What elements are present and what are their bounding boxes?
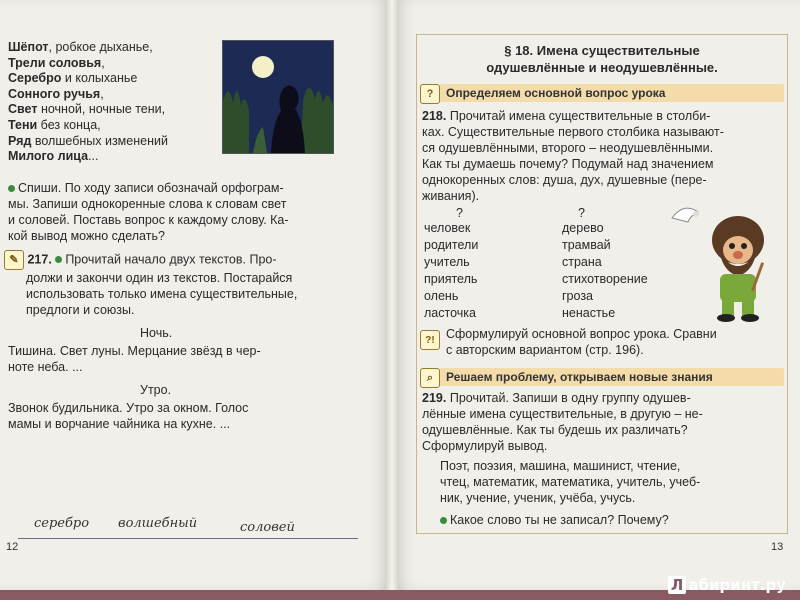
final-question: Какое слово ты не записал? Почему? (440, 512, 669, 528)
list-item: дерево (562, 221, 604, 235)
watermark-logo-letter: Л (668, 576, 686, 594)
list-item: ласточка (424, 306, 476, 320)
animate-column (424, 220, 478, 322)
idea-icon: ?! (420, 330, 440, 350)
book-spine (386, 0, 398, 590)
exercise-218: 218. Прочитай имена существительные в столби- ках. Существительные первого столбика называют- ся одушевлёнными, второго – неодушевлёнными. Как ты думаешь почему? Подумай над значением однокоренных слов: душа, дух, душевные (пере- живания). (422, 109, 724, 203)
poem-line: Ряд волшебных изменений (8, 133, 168, 148)
poem-line: Милого лица... (8, 149, 99, 164)
formulate-question: Сформулируй основной вопрос урока. Сравни с авторским вариантом (стр. 196). (446, 327, 717, 357)
list-item: приятель (424, 272, 478, 286)
pencil-icon: ✎ (4, 250, 24, 270)
text-title-night: Ночь. (140, 326, 173, 340)
cartoon-character (668, 192, 778, 322)
poem-line: Серебро и колыханье (8, 71, 138, 86)
banner-solve-problem: Решаем проблему, открываем новые знания (440, 368, 784, 386)
poem-line: Тени без конца, (8, 117, 101, 132)
night-illustration (222, 40, 334, 154)
handwriting-line (18, 538, 358, 539)
poem-line: Трели соловья, (8, 55, 105, 70)
page-number-left: 12 (6, 541, 19, 553)
question-icon: ? (420, 84, 440, 104)
list-item: трамвай (562, 238, 611, 252)
list-item: гроза (562, 289, 594, 303)
research-icon: ⌕ (420, 368, 440, 388)
text-night: Тишина. Свет луны. Мерцание звёзд в чер- ноте неба. ... (8, 344, 261, 374)
text-title-morning: Утро. (140, 383, 172, 397)
poem-line: Сонного ручья, (8, 86, 104, 101)
list-item: учитель (424, 255, 470, 269)
bullet-icon (55, 256, 62, 263)
exercise-219: 219. Прочитай. Запиши в одну группу одушев- лённые имена существительные, в другую – не- одушевлённые. Как ты будешь их различать? Сформулируй вывод. (422, 391, 703, 453)
bullet-icon (8, 185, 15, 192)
handwritten-word: соловей (240, 520, 295, 535)
poem-line: Свет ночной, ночные тени, (8, 102, 166, 117)
bullet-icon (440, 517, 447, 524)
word-list: Поэт, поэзия, машина, машинист, чтение, чтец, математик, математика, учитель, учеб- ник, учение, ученик, учёба, учусь. (440, 459, 701, 505)
page-number-right: 13 (771, 541, 784, 553)
inanimate-column (562, 220, 648, 322)
list-item: стихотворение (562, 272, 648, 286)
exercise-217: ✎ 217. Прочитай начало двух текстов. Про- должи и закончи один из текстов. Постарайся использовать только имена существительные, предлоги и союзы. (4, 250, 297, 318)
task-text: Спиши. По ходу записи обозначай орфограм- мы. Запиши однокоренные слова к словам свет и соловей. Поставь вопрос к каждому слову. Ка- кой вывод можно сделать? (8, 181, 289, 243)
column-question-mark: ? (578, 206, 585, 220)
poem (8, 40, 168, 165)
column-question-mark: ? (456, 206, 463, 220)
text-morning: Звонок будильника. Утро за окном. Голос мамы и ворчание чайника на кухне. ... (8, 401, 249, 431)
site-watermark: Л абиринт.ру (668, 576, 786, 594)
handwritten-word: волшебный (118, 516, 198, 531)
list-item: родители (424, 238, 479, 252)
poem-line: Шёпот, робкое дыханье, (8, 40, 153, 54)
list-item: человек (424, 221, 471, 235)
lesson-title: § 18. Имена существительные одушевлённые и неодушевлённые. (486, 43, 718, 75)
handwritten-word: серебро (34, 516, 90, 531)
banner-lesson-question: Определяем основной вопрос урока (440, 84, 784, 102)
list-item: страна (562, 255, 602, 269)
list-item: ненастье (562, 306, 616, 320)
list-item: олень (424, 289, 459, 303)
